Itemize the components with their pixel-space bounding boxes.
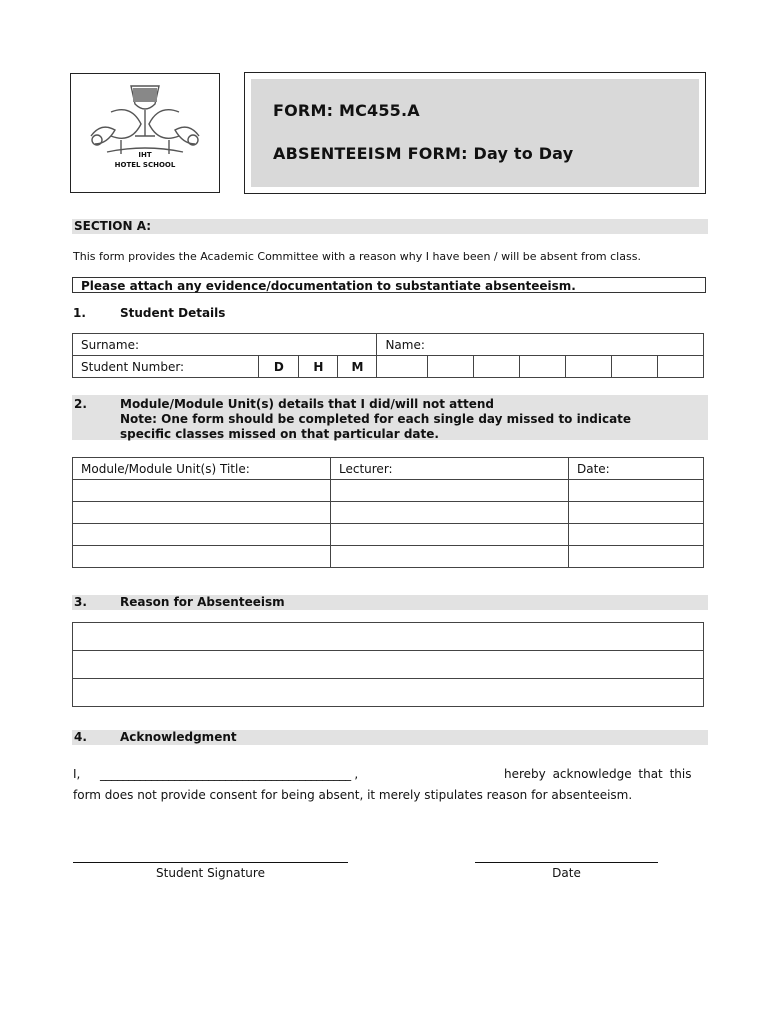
section2-band (72, 395, 708, 440)
section3-band (72, 595, 708, 610)
section1-title: Student Details (120, 306, 226, 320)
student-number-digit[interactable] (611, 356, 657, 378)
section2-note-line2: specific classes missed on that particular date. (120, 427, 439, 441)
student-number-code-h: H (299, 356, 338, 378)
date-header: Date: (569, 458, 704, 480)
table-row (73, 651, 704, 679)
table-row (73, 502, 704, 524)
logo-box (70, 73, 220, 193)
student-number-digit[interactable] (519, 356, 565, 378)
acknowledge-end: hereby acknowledge that this (504, 767, 692, 781)
lecturer-header: Lecturer: (331, 458, 569, 480)
surname-label: Surname: (81, 337, 140, 352)
table-row (73, 356, 704, 378)
reason-line[interactable] (73, 679, 704, 707)
section4-title: Acknowledgment (120, 730, 237, 744)
lecturer-cell[interactable] (331, 524, 569, 546)
section1-number: 1. (73, 306, 86, 320)
surname-field[interactable] (73, 334, 377, 356)
date-signature-label: Date (552, 866, 581, 880)
date-signature-line[interactable] (475, 862, 658, 863)
student-number-digit[interactable] (427, 356, 473, 378)
section2-title: Module/Module Unit(s) details that I did/will not attend (120, 397, 494, 411)
module-title-cell[interactable] (73, 480, 331, 502)
reason-line[interactable] (73, 623, 704, 651)
table-row (73, 334, 704, 356)
logo-line1: IHT (138, 151, 152, 159)
lecturer-cell[interactable] (331, 480, 569, 502)
student-signature-label: Student Signature (156, 866, 265, 880)
section4-band (72, 730, 708, 745)
lecturer-cell[interactable] (331, 502, 569, 524)
module-table (72, 457, 704, 568)
student-number-code-m: M (338, 356, 377, 378)
student-signature-line[interactable] (73, 862, 348, 863)
acknowledge-line2: form does not provide consent for being absent, it merely stipulates reason for absenteeism. (73, 788, 633, 802)
form-title-box (244, 72, 706, 194)
hotel-school-crest-icon (71, 74, 219, 192)
section2-number: 2. (74, 397, 87, 411)
student-number-digit[interactable] (473, 356, 519, 378)
student-number-label: Student Number: (81, 359, 185, 374)
section-a-band (72, 219, 708, 234)
section-a-heading: SECTION A: (74, 219, 152, 233)
table-row (73, 623, 704, 651)
intro-text: This form provides the Academic Committee with a reason why I have been / will be absent from class. (73, 250, 641, 263)
student-number-digit[interactable] (565, 356, 611, 378)
student-number-digit[interactable] (377, 356, 427, 378)
module-title-header: Module/Module Unit(s) Title: (73, 458, 331, 480)
module-title-cell[interactable] (73, 502, 331, 524)
module-title-cell[interactable] (73, 524, 331, 546)
name-label: Name: (385, 337, 425, 352)
student-number-label-cell (73, 356, 259, 378)
table-row (73, 546, 704, 568)
evidence-notice-box (72, 277, 706, 293)
table-row (73, 458, 704, 480)
acknowledge-start: I, (73, 767, 81, 781)
date-cell[interactable] (569, 502, 704, 524)
table-row (73, 679, 704, 707)
evidence-notice: Please attach any evidence/documentation to substantiate absenteeism. (81, 279, 576, 293)
section2-note-line1: Note: One form should be completed for each single day missed to indicate (120, 412, 632, 426)
form-code: FORM: MC455.A (273, 101, 420, 120)
date-cell[interactable] (569, 524, 704, 546)
acknowledge-name-blank[interactable]: ____________________________________________ , (100, 767, 358, 781)
section3-number: 3. (74, 595, 87, 609)
form-title: ABSENTEEISM FORM: Day to Day (273, 144, 574, 163)
date-cell[interactable] (569, 546, 704, 568)
date-cell[interactable] (569, 480, 704, 502)
student-number-digit[interactable] (657, 356, 703, 378)
lecturer-cell[interactable] (331, 546, 569, 568)
section3-title: Reason for Absenteeism (120, 595, 285, 609)
student-details-table (72, 333, 704, 378)
module-title-cell[interactable] (73, 546, 331, 568)
reason-line[interactable] (73, 651, 704, 679)
table-row (73, 480, 704, 502)
name-field[interactable] (377, 334, 704, 356)
reason-table (72, 622, 704, 707)
logo-line2: HOTEL SCHOOL (114, 161, 176, 169)
student-number-code-d: D (259, 356, 299, 378)
table-row (73, 524, 704, 546)
section4-number: 4. (74, 730, 87, 744)
